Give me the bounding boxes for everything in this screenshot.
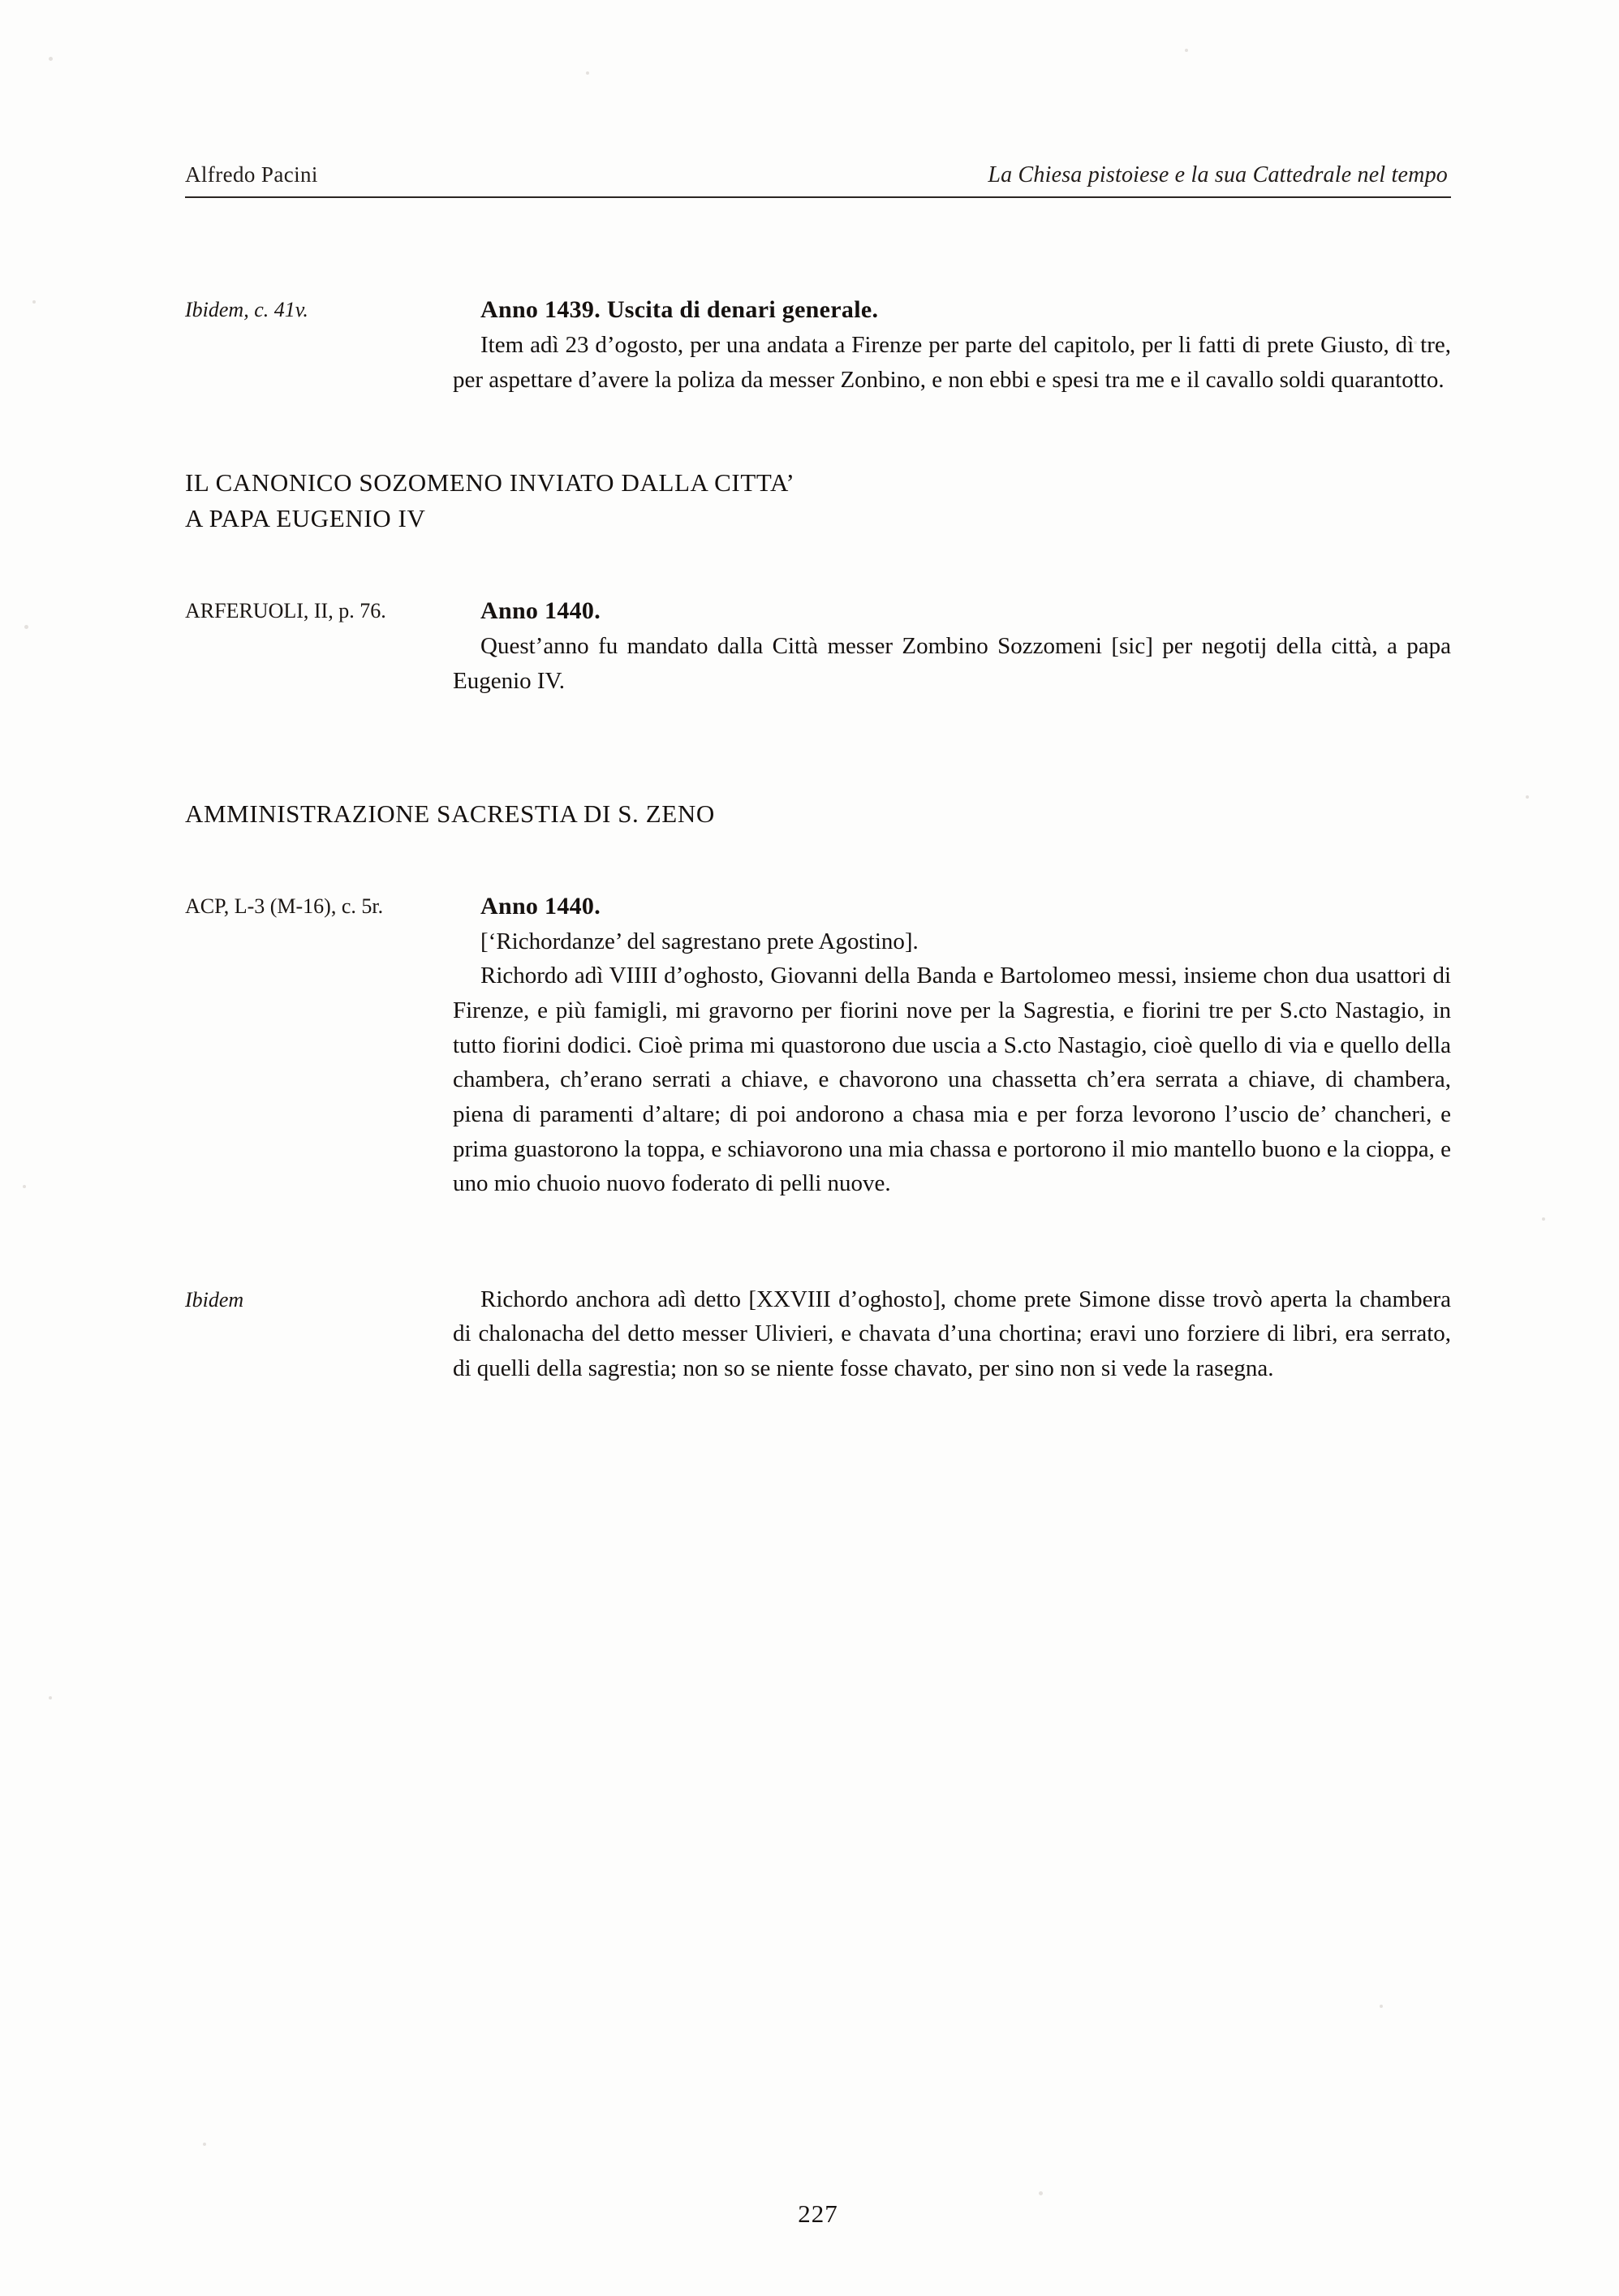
page-speck bbox=[49, 1696, 52, 1699]
section-heading-line1: IL CANONICO SOZOMENO INVIATO DALLA CITTA’ bbox=[185, 468, 795, 498]
page-speck bbox=[1380, 2005, 1383, 2008]
entry-paragraph: Richordo adì VIIII d’oghosto, Giovanni della Banda e Bartolomeo messi, insieme chon dua usattori di Firenze, e più famigli, mi gravorno per fiorini nove per la Sagrestia, e fiorini tre per S.cto Nastagio, in tutto fiorini dodici. Cioè prima mi quastorono due uscia a S.cto Nastagio, cioè quello di via e quello della chambera, ch’erano serrati a chiave, e chavorono una chassetta ch’era serrata a chiave, di chambera, piena di paramenti d’altare; di poi andorono a chasa mia e per forza levorono l’uscio de’ chancheri, e prima guastorono la toppa, e schiavorono una mia chassa e portorono il mio mantello buono e la cioppa, e uno mio chuoio nuovo foderato di pelli nuove. bbox=[453, 963, 1451, 1197]
page-speck bbox=[586, 71, 589, 75]
entry-heading: Anno 1440. bbox=[480, 597, 601, 625]
page-speck bbox=[49, 57, 53, 61]
page-speck bbox=[203, 2143, 206, 2146]
entry-paragraph: Richordo anchora adì detto [XXVIII d’oghosto], chome prete Simone disse trovò aperta la chambera di chalonacha del detto messer Ulivieri, e chavata d’una chortina; eravi uno forziere di libri, era serrato, di quelli della sagrestia; non so se niente fosse chavato, per sino non si vede la rasegna. bbox=[453, 1286, 1451, 1382]
page-speck bbox=[32, 300, 36, 304]
page-speck bbox=[1526, 795, 1529, 799]
entry-block bbox=[185, 593, 1451, 698]
page-number: 227 bbox=[798, 2199, 838, 2228]
section-heading-1 bbox=[185, 465, 1451, 536]
entry-block bbox=[185, 292, 1451, 397]
section-heading-line1: AMMINISTRAZIONE SACRESTIA DI S. ZENO bbox=[185, 799, 715, 828]
page-content bbox=[185, 162, 1451, 2228]
entry-body bbox=[453, 1282, 1451, 1386]
entry-heading: Anno 1440. bbox=[480, 892, 601, 920]
margin-note: ARFERUOLI, II, p. 76. bbox=[185, 599, 386, 623]
entry-body bbox=[453, 292, 1451, 397]
entry-body bbox=[453, 889, 1451, 1201]
running-head bbox=[185, 162, 1451, 211]
page-speck bbox=[23, 1185, 26, 1188]
section-heading-2 bbox=[185, 796, 1451, 832]
running-head-title: La Chiesa pistoiese e la sua Cattedrale nel tempo bbox=[988, 162, 1448, 187]
entry-paragraph: Quest’anno fu mandato dalla Città messer Zombino Sozzomeni [sic] per negotij della città, a papa Eugenio IV. bbox=[453, 633, 1451, 695]
entry-heading: Anno 1439. Uscita di denari generale. bbox=[480, 296, 879, 323]
entry-block bbox=[185, 889, 1451, 1201]
running-head-author: Alfredo Pacini bbox=[185, 162, 318, 187]
page-speck bbox=[1039, 2191, 1043, 2195]
entry-subheading: [‘Richordanze’ del sagrestano prete Agostino]. bbox=[480, 928, 919, 954]
margin-note: Ibidem, c. 41v. bbox=[185, 298, 308, 321]
page-speck bbox=[24, 625, 28, 629]
margin-note: ACP, L-3 (M-16), c. 5r. bbox=[185, 894, 384, 918]
section-heading-line2: A PAPA EUGENIO IV bbox=[185, 504, 426, 533]
entry-body bbox=[453, 593, 1451, 698]
margin-note: Ibidem bbox=[185, 1287, 244, 1312]
page-speck bbox=[1542, 1217, 1545, 1221]
entry-paragraph: Item adì 23 d’ogosto, per una andata a Firenze per parte del capitolo, per li fatti di prete Giusto, dì tre, per aspettare d’avere la poliza da messer Zonbino, e non ebbi e spesi tra me e il cavallo soldi quarantotto. bbox=[453, 332, 1451, 393]
running-head-rule bbox=[185, 196, 1451, 198]
page-speck bbox=[1185, 49, 1188, 52]
entry-block bbox=[185, 1282, 1451, 1386]
